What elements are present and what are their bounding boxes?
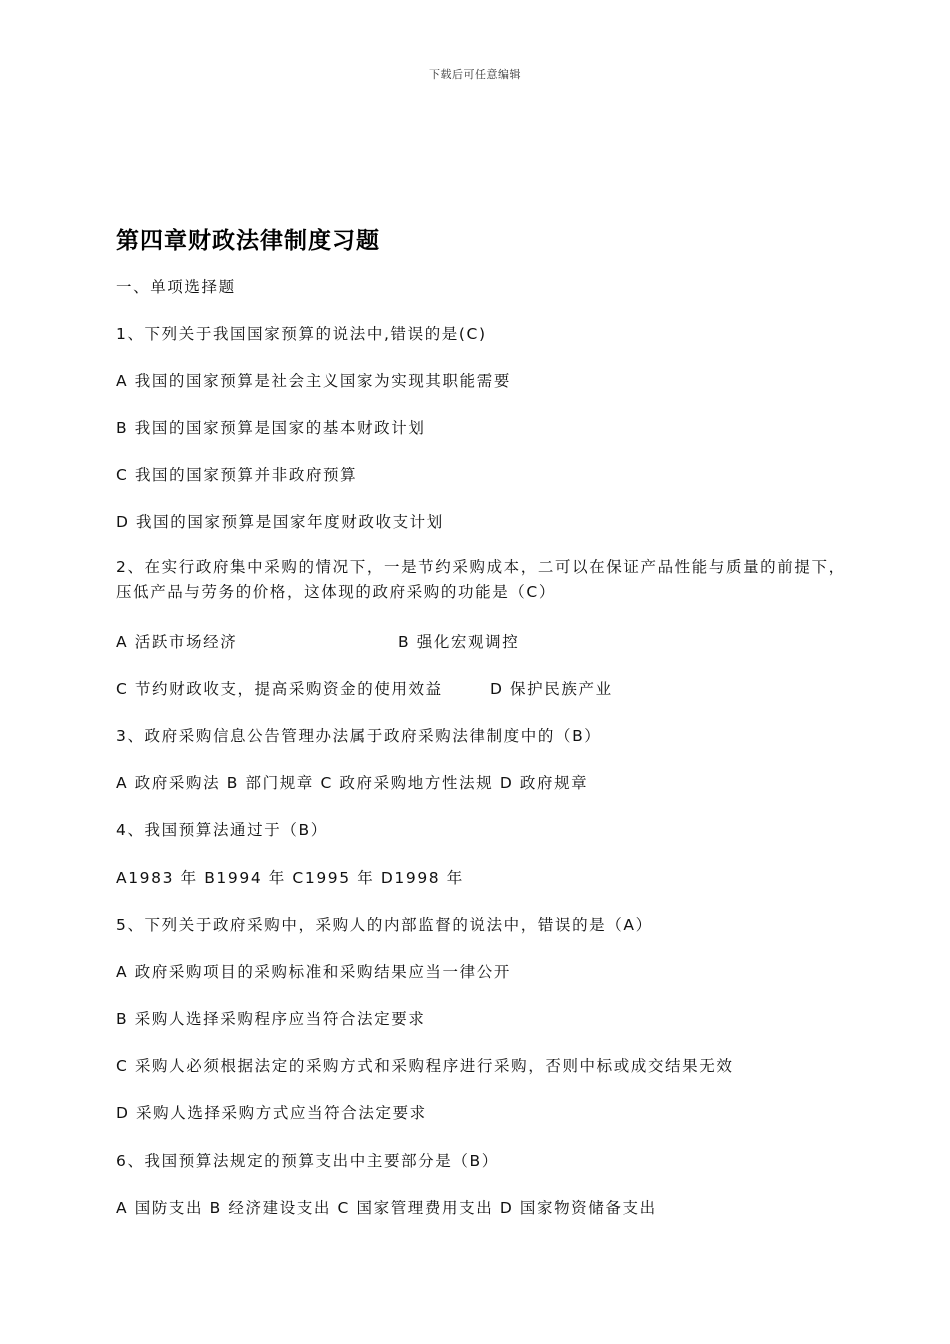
page-header-note: 下载后可任意编辑 — [429, 68, 521, 81]
question-2-stem: 2、在实行政府集中采购的情况下，一是节约采购成本，二可以在保证产品性能与质量的前提下，压低产品与劳务的价格，这体现的政府采购的功能是（C） — [116, 558, 846, 601]
question-5-option-c: C 采购人必须根据法定的采购方式和采购程序进行采购，否则中标或成交结果无效 — [116, 1057, 734, 1075]
question-1-stem: 1、下列关于我国国家预算的说法中,错误的是(C) — [116, 325, 487, 343]
question-1-option-c: C 我国的国家预算并非政府预算 — [116, 466, 358, 484]
question-2-option-b: B 强化宏观调控 — [398, 633, 520, 651]
question-5-option-d: D 采购人选择采购方式应当符合法定要求 — [116, 1104, 427, 1122]
question-4-stem: 4、我国预算法通过于（B） — [116, 821, 328, 839]
question-1-option-b: B 我国的国家预算是国家的基本财政计划 — [116, 419, 426, 437]
question-4-options: A1983 年 B1994 年 C1995 年 D1998 年 — [116, 869, 464, 887]
question-2-option-c: C 节约财政收支，提高采购资金的使用效益 — [116, 680, 443, 698]
question-3-stem: 3、政府采购信息公告管理办法属于政府采购法律制度中的（B） — [116, 727, 602, 745]
question-5-stem: 5、下列关于政府采购中，采购人的内部监督的说法中，错误的是（A） — [116, 916, 653, 934]
section-heading: 一、单项选择题 — [116, 278, 236, 296]
question-1-option-a: A 我国的国家预算是社会主义国家为实现其职能需要 — [116, 372, 511, 390]
question-6-stem: 6、我国预算法规定的预算支出中主要部分是（B） — [116, 1152, 499, 1170]
question-3-options: A 政府采购法 B 部门规章 C 政府采购地方性法规 D 政府规章 — [116, 774, 589, 792]
question-5-option-b: B 采购人选择采购程序应当符合法定要求 — [116, 1010, 426, 1028]
document-title: 第四章财政法律制度习题 — [116, 228, 380, 254]
question-6-options: A 国防支出 B 经济建设支出 C 国家管理费用支出 D 国家物资储备支出 — [116, 1199, 657, 1217]
question-2-option-d: D 保护民族产业 — [490, 680, 613, 698]
question-5-option-a: A 政府采购项目的采购标准和采购结果应当一律公开 — [116, 963, 511, 981]
question-1-option-d: D 我国的国家预算是国家年度财政收支计划 — [116, 513, 444, 531]
question-2-option-a: A 活跃市场经济 — [116, 633, 238, 651]
